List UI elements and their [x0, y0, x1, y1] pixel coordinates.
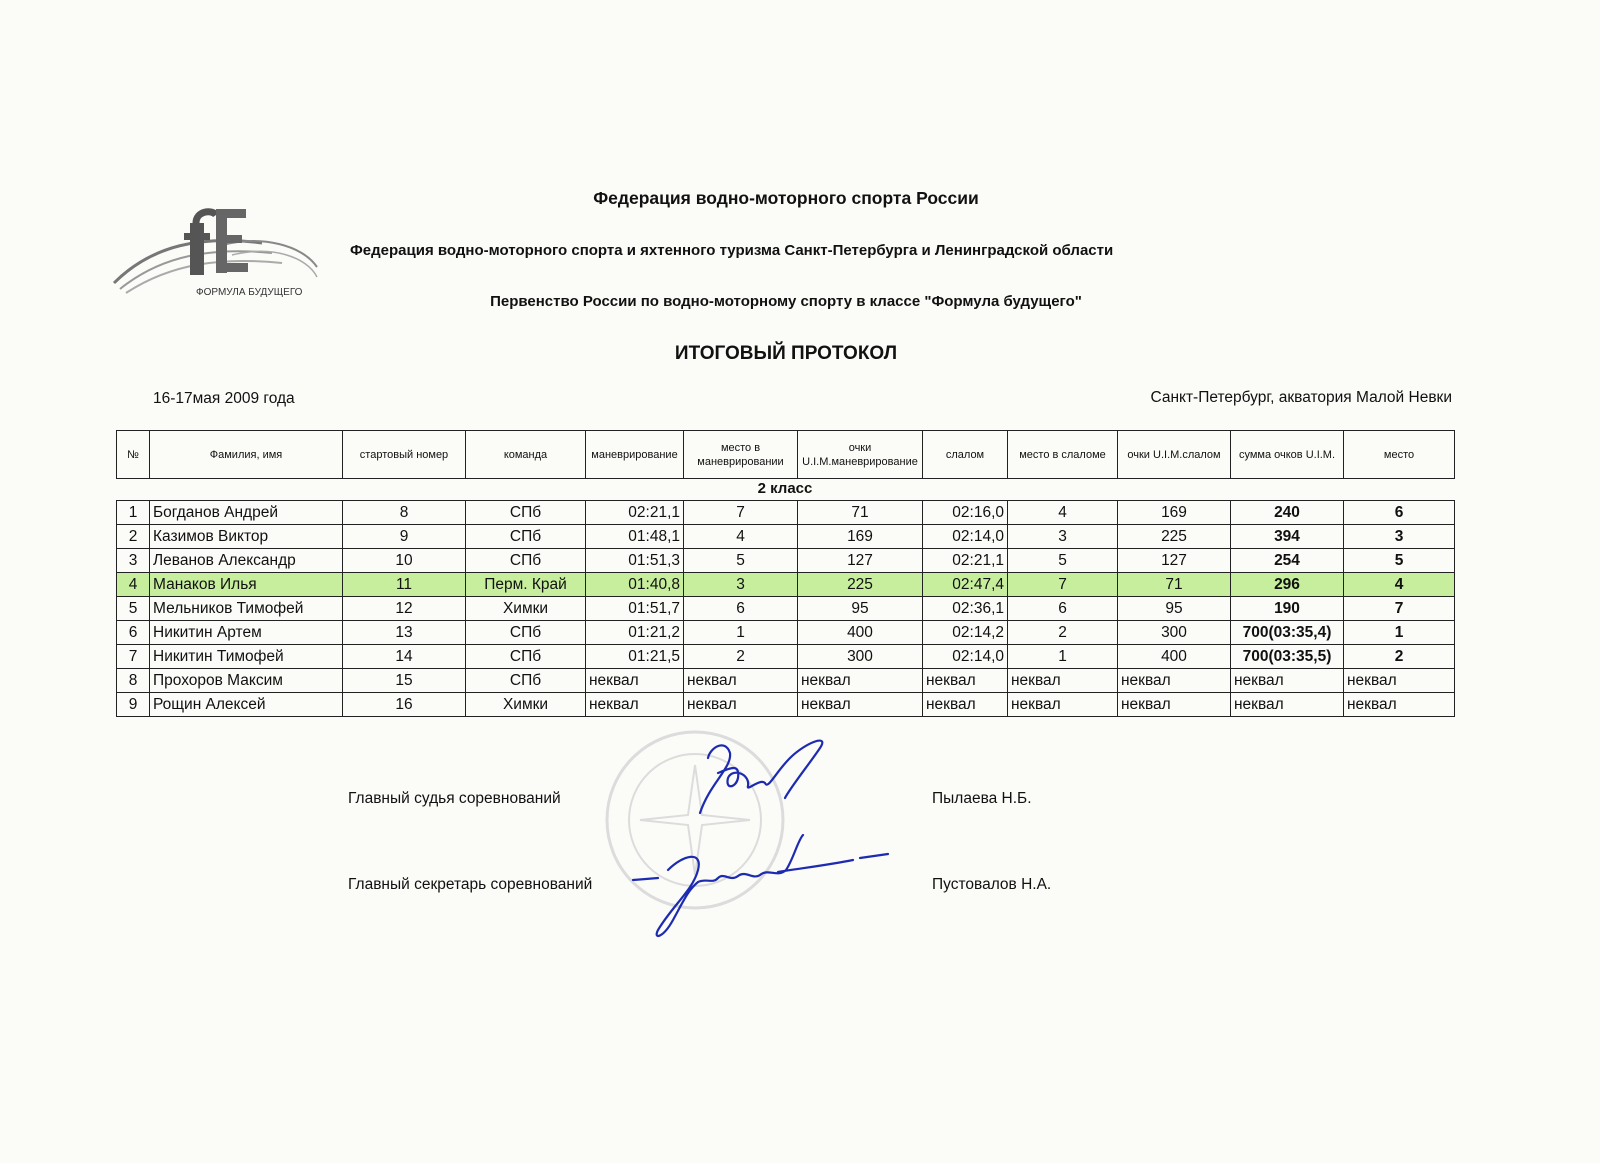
cell-maneuvering-place: 4	[684, 525, 798, 549]
cell-number: 1	[117, 501, 150, 525]
cell-name: Манаков Илья	[150, 573, 343, 597]
cell-slalom-place: неквал	[1008, 669, 1118, 693]
header-federation-spb: Федерация водно-моторного спорта и яхтенного туризма Санкт-Петербурга и Ленинградской области	[350, 242, 1114, 259]
cell-number: 6	[117, 621, 150, 645]
cell-points-sum: 254	[1231, 549, 1344, 573]
cell-slalom-points: 400	[1118, 645, 1231, 669]
col-header-team: команда	[466, 431, 586, 479]
cell-maneuvering-points: 71	[798, 501, 923, 525]
col-header-maneuvering-points: очки U.I.M.маневрирование	[798, 431, 923, 479]
cell-points-sum: неквал	[1231, 669, 1344, 693]
table-row	[117, 645, 1455, 669]
cell-place: 4	[1344, 573, 1455, 597]
cell-team: Перм. Край	[466, 573, 586, 597]
cell-slalom-points: 169	[1118, 501, 1231, 525]
cell-start-number: 16	[343, 693, 466, 717]
cell-points-sum: 240	[1231, 501, 1344, 525]
cell-number: 3	[117, 549, 150, 573]
cell-slalom: 02:36,1	[923, 597, 1008, 621]
cell-number: 2	[117, 525, 150, 549]
secretary-label: Главный секретарь соревнований	[348, 876, 593, 893]
cell-maneuvering-points: неквал	[798, 669, 923, 693]
cell-team: Химки	[466, 597, 586, 621]
cell-slalom: 02:47,4	[923, 573, 1008, 597]
cell-maneuvering: 02:21,1	[586, 501, 684, 525]
cell-name: Казимов Виктор	[150, 525, 343, 549]
cell-name: Прохоров Максим	[150, 669, 343, 693]
header-championship: Первенство России по водно-моторному спорту в классе "Формула будущего"	[490, 293, 1082, 310]
cell-place: неквал	[1344, 693, 1455, 717]
cell-maneuvering-points: неквал	[798, 693, 923, 717]
cell-slalom: 02:16,0	[923, 501, 1008, 525]
cell-place: 7	[1344, 597, 1455, 621]
cell-points-sum: 296	[1231, 573, 1344, 597]
table-row	[117, 573, 1455, 597]
judge-label: Главный судья соревнований	[348, 790, 561, 807]
cell-team: СПб	[466, 669, 586, 693]
cell-maneuvering-points: 169	[798, 525, 923, 549]
cell-start-number: 12	[343, 597, 466, 621]
cell-name: Никитин Артем	[150, 621, 343, 645]
cell-maneuvering-points: 127	[798, 549, 923, 573]
cell-place: 5	[1344, 549, 1455, 573]
cell-slalom: 02:14,2	[923, 621, 1008, 645]
cell-maneuvering-points: 95	[798, 597, 923, 621]
cell-place: 1	[1344, 621, 1455, 645]
cell-maneuvering-place: 5	[684, 549, 798, 573]
col-header-number: №	[117, 431, 150, 479]
cell-maneuvering-points: 400	[798, 621, 923, 645]
cell-slalom-place: 4	[1008, 501, 1118, 525]
cell-maneuvering-place: 2	[684, 645, 798, 669]
results-table-header	[116, 430, 1455, 479]
event-date: 16-17мая 2009 года	[153, 390, 295, 407]
cell-number: 9	[117, 693, 150, 717]
cell-maneuvering: 01:21,5	[586, 645, 684, 669]
logo-caption: ФОРМУЛА БУДУЩЕГО	[196, 287, 303, 298]
cell-maneuvering: 01:48,1	[586, 525, 684, 549]
judge-name: Пылаева Н.Б.	[932, 790, 1032, 807]
cell-number: 7	[117, 645, 150, 669]
col-header-slalom: слалом	[923, 431, 1008, 479]
header-federation-russia: Федерация водно-моторного спорта России	[593, 188, 979, 208]
cell-start-number: 14	[343, 645, 466, 669]
event-place: Санкт-Петербург, акватория Малой Невки	[1150, 389, 1452, 406]
table-row	[117, 501, 1455, 525]
cell-slalom-points: 225	[1118, 525, 1231, 549]
cell-slalom-points: 300	[1118, 621, 1231, 645]
cell-slalom-points: 71	[1118, 573, 1231, 597]
table-row	[117, 549, 1455, 573]
cell-slalom-place: 1	[1008, 645, 1118, 669]
cell-start-number: 9	[343, 525, 466, 549]
cell-slalom-place: 6	[1008, 597, 1118, 621]
cell-start-number: 15	[343, 669, 466, 693]
col-header-maneuvering: маневрирование	[586, 431, 684, 479]
table-row	[117, 693, 1455, 717]
cell-name: Богданов Андрей	[150, 501, 343, 525]
col-header-points-sum: сумма очков U.I.M.	[1231, 431, 1344, 479]
cell-place: 6	[1344, 501, 1455, 525]
cell-maneuvering: 01:21,2	[586, 621, 684, 645]
cell-team: СПб	[466, 621, 586, 645]
cell-team: СПб	[466, 501, 586, 525]
header-row	[117, 431, 1455, 479]
cell-maneuvering-place: 7	[684, 501, 798, 525]
col-header-slalom-points: очки U.I.M.слалом	[1118, 431, 1231, 479]
cell-points-sum: 394	[1231, 525, 1344, 549]
cell-slalom-place: 5	[1008, 549, 1118, 573]
cell-points-sum: 700(03:35,4)	[1231, 621, 1344, 645]
cell-slalom-place: неквал	[1008, 693, 1118, 717]
cell-maneuvering-place: 1	[684, 621, 798, 645]
table-row	[117, 597, 1455, 621]
cell-slalom-place: 2	[1008, 621, 1118, 645]
cell-slalom-points: 95	[1118, 597, 1231, 621]
col-header-slalom-place: место в слаломе	[1008, 431, 1118, 479]
secretary-signature-icon	[628, 820, 918, 950]
cell-slalom-points: неквал	[1118, 669, 1231, 693]
cell-name: Леванов Александр	[150, 549, 343, 573]
cell-points-sum: 700(03:35,5)	[1231, 645, 1344, 669]
cell-number: 4	[117, 573, 150, 597]
cell-team: СПб	[466, 645, 586, 669]
cell-team: СПб	[466, 525, 586, 549]
cell-maneuvering-points: 300	[798, 645, 923, 669]
cell-slalom: неквал	[923, 669, 1008, 693]
cell-start-number: 10	[343, 549, 466, 573]
document-title: ИТОГОВЫЙ ПРОТОКОЛ	[674, 343, 898, 364]
cell-place: неквал	[1344, 669, 1455, 693]
secretary-name: Пустовалов Н.А.	[932, 876, 1052, 893]
cell-team: СПб	[466, 549, 586, 573]
cell-place: 3	[1344, 525, 1455, 549]
cell-slalom: 02:14,0	[923, 525, 1008, 549]
cell-number: 8	[117, 669, 150, 693]
cell-maneuvering: неквал	[586, 693, 684, 717]
cell-points-sum: неквал	[1231, 693, 1344, 717]
cell-number: 5	[117, 597, 150, 621]
cell-points-sum: 190	[1231, 597, 1344, 621]
cell-place: 2	[1344, 645, 1455, 669]
cell-team: Химки	[466, 693, 586, 717]
results-table	[116, 500, 1455, 717]
cell-start-number: 13	[343, 621, 466, 645]
col-header-start-number: стартовый номер	[343, 431, 466, 479]
cell-slalom: 02:21,1	[923, 549, 1008, 573]
cell-slalom-points: неквал	[1118, 693, 1231, 717]
table-row	[117, 525, 1455, 549]
cell-maneuvering: 01:51,3	[586, 549, 684, 573]
cell-maneuvering: неквал	[586, 669, 684, 693]
table-row	[117, 669, 1455, 693]
cell-start-number: 8	[343, 501, 466, 525]
judge-signature-icon	[680, 728, 850, 818]
cell-slalom: неквал	[923, 693, 1008, 717]
cell-name: Рощин Алексей	[150, 693, 343, 717]
cell-slalom-points: 127	[1118, 549, 1231, 573]
col-header-place: место	[1344, 431, 1455, 479]
cell-maneuvering-place: 6	[684, 597, 798, 621]
cell-maneuvering-place: неквал	[684, 693, 798, 717]
cell-maneuvering: 01:40,8	[586, 573, 684, 597]
cell-maneuvering-place: 3	[684, 573, 798, 597]
cell-maneuvering: 01:51,7	[586, 597, 684, 621]
cell-maneuvering-points: 225	[798, 573, 923, 597]
formula-future-logo	[112, 205, 322, 305]
cell-slalom-place: 3	[1008, 525, 1118, 549]
cell-start-number: 11	[343, 573, 466, 597]
cell-slalom-place: 7	[1008, 573, 1118, 597]
col-header-maneuvering-place: место в маневрировании	[684, 431, 798, 479]
col-header-name: Фамилия, имя	[150, 431, 343, 479]
class-label: 2 класс	[757, 480, 813, 497]
cell-maneuvering-place: неквал	[684, 669, 798, 693]
cell-slalom: 02:14,0	[923, 645, 1008, 669]
cell-name: Никитин Тимофей	[150, 645, 343, 669]
cell-name: Мельников Тимофей	[150, 597, 343, 621]
table-row	[117, 621, 1455, 645]
